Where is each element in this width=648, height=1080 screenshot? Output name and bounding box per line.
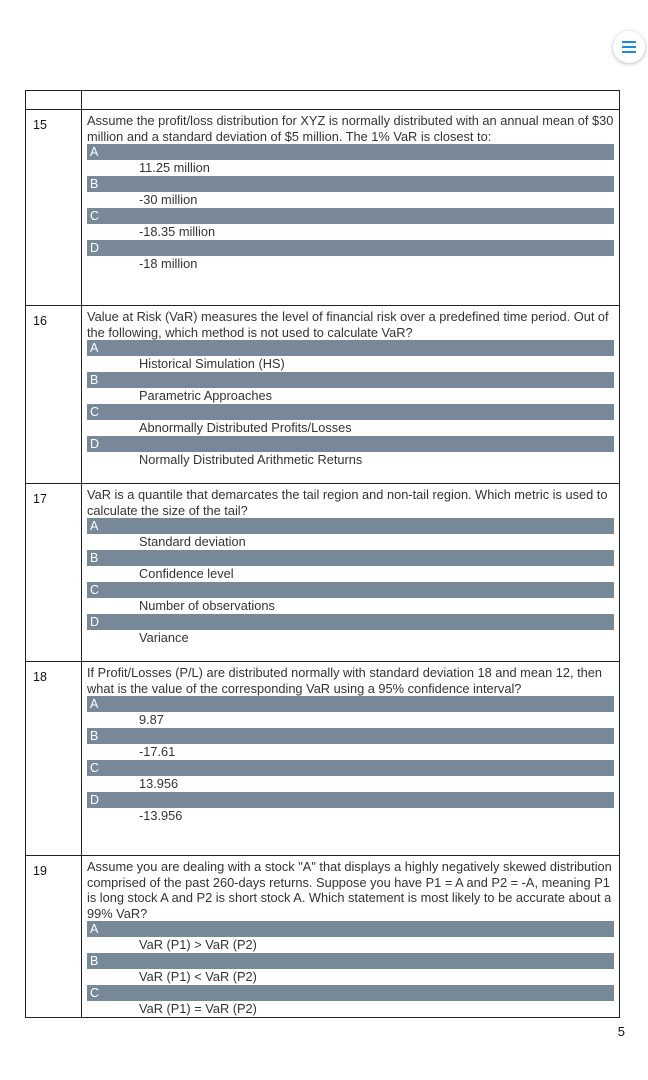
option-text[interactable]: Historical Simulation (HS) [139,356,285,371]
option-letter[interactable]: C [87,404,614,420]
question-number: 18 [26,662,82,856]
header-question-cell [82,91,620,110]
option-text[interactable]: Number of observations [139,598,275,613]
question-text: Assume you are dealing with a stock "A" that displays a highly negatively skewed distribution comprised of the past 260-days returns. Suppose you have P1 = A and P2 = -A, meaning P1 is long stock A and P2 is short stock A. Which statement is most likely to be accurate about a 99% VaR? [87,859,612,921]
option-text[interactable]: 11.25 million [139,160,210,175]
option-letter[interactable]: A [87,696,614,712]
question-number: 17 [26,484,82,662]
option-text[interactable]: Variance [139,630,189,645]
option-text[interactable]: -17.61 [139,744,176,759]
option-letter[interactable]: B [87,176,614,192]
option-text[interactable]: -13.956 [139,808,183,823]
question-text: If Profit/Losses (P/L) are distributed normally with standard deviation 18 and mean 12, then what is the value of the corresponding VaR using a 95% confidence interval? [87,665,602,696]
question-row [26,856,620,1018]
question-body [82,110,620,306]
question-row [26,484,620,662]
option-letter[interactable]: A [87,921,614,937]
questions-table [25,90,620,1018]
option-letter[interactable]: C [87,760,614,776]
option-text[interactable]: -18 million [139,256,198,271]
option-letter[interactable]: C [87,985,614,1001]
question-body [82,662,620,856]
option-letter[interactable]: B [87,728,614,744]
question-body [82,306,620,484]
question-number: 15 [26,110,82,306]
question-row [26,662,620,856]
page-number: 5 [617,1024,625,1039]
menu-button[interactable] [613,31,645,63]
question-row [26,306,620,484]
option-letter[interactable]: D [87,614,614,630]
question-number: 16 [26,306,82,484]
option-letter[interactable]: A [87,144,614,160]
option-letter[interactable]: B [87,953,614,969]
option-text[interactable]: Confidence level [139,566,234,581]
option-letter[interactable]: A [87,518,614,534]
question-text: Value at Risk (VaR) measures the level of financial risk over a predefined time period. Out of the following, which method is not used to calculate VaR? [87,309,609,340]
option-text[interactable]: Standard deviation [139,534,246,549]
question-row [26,110,620,306]
hamburger-menu-icon [622,41,636,53]
option-text[interactable]: -30 million [139,192,198,207]
option-text[interactable]: VaR (P1) > VaR (P2) [139,937,257,952]
option-letter[interactable]: C [87,582,614,598]
option-text[interactable]: 13.956 [139,776,179,791]
option-text[interactable]: -18.35 million [139,224,216,239]
option-letter[interactable]: D [87,792,614,808]
question-body [82,856,620,1018]
option-letter[interactable]: C [87,208,614,224]
question-body [82,484,620,662]
option-letter[interactable]: D [87,240,614,256]
option-text[interactable]: VaR (P1) < VaR (P2) [139,969,257,984]
option-text[interactable]: VaR (P1) = VaR (P2) [139,1001,257,1016]
header-number-cell [26,91,82,110]
option-text[interactable]: 9.87 [139,712,164,727]
table-header-row [26,91,620,110]
option-letter[interactable]: D [87,436,614,452]
question-text: VaR is a quantile that demarcates the tail region and non-tail region. Which metric is used to calculate the size of the tail? [87,487,608,518]
question-number: 19 [26,856,82,1018]
option-text[interactable]: Normally Distributed Arithmetic Returns [139,452,363,467]
option-letter[interactable]: B [87,372,614,388]
option-letter[interactable]: B [87,550,614,566]
option-text[interactable]: Abnormally Distributed Profits/Losses [139,420,352,435]
question-text: Assume the profit/loss distribution for XYZ is normally distributed with an annual mean of $30 million and a standard deviation of $5 million. The 1% VaR is closest to: [87,113,614,144]
option-text[interactable]: Parametric Approaches [139,388,273,403]
option-letter[interactable]: A [87,340,614,356]
